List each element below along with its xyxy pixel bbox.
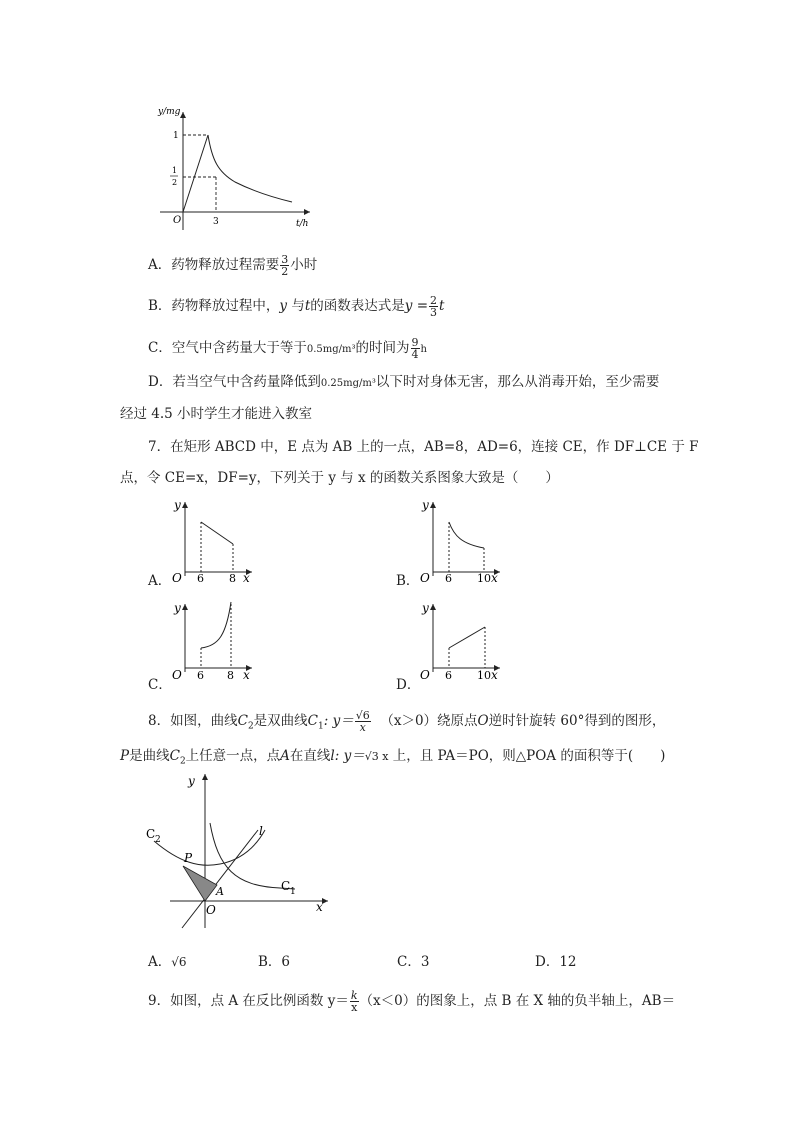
q8-line2: P是曲线$C_2$上任意一点，点A在直线l: y＝√3 x 上，且 PA＝PO，则△POA 的面积等于( ) xyxy=(120,748,666,767)
svg-text:6: 6 xyxy=(197,572,204,585)
svg-text:y: y xyxy=(422,601,429,615)
svg-text:6: 6 xyxy=(197,669,204,682)
q8-option-a: A．√6 xyxy=(148,954,187,970)
svg-text:2: 2 xyxy=(155,835,161,845)
svg-text:O: O xyxy=(420,668,430,682)
q8-line1: 8．如图，曲线$C_2$是双曲线$C_1$: y＝ $\frac{√6}{x}$ （x＞0）绕原点O逆时针旋转 60°得到的图形， xyxy=(148,709,666,734)
q6-option-a: A．药物释放过程需要 $\frac{3}{2}$ 小时 xyxy=(148,253,318,278)
q7-graph-d xyxy=(418,598,508,688)
drug-concentration-graph xyxy=(140,100,320,240)
svg-text:y: y xyxy=(422,498,429,512)
q7-graph-a xyxy=(170,496,260,586)
svg-text:1: 1 xyxy=(290,887,296,897)
svg-text:O: O xyxy=(172,668,182,682)
q7-graph-c-label: C． xyxy=(148,677,172,693)
svg-text:O: O xyxy=(172,571,182,585)
q7-graph-c xyxy=(170,598,260,688)
svg-text:8: 8 xyxy=(229,572,236,585)
q7-line1: 7．在矩形 ABCD 中，E 点为 AB 上的一点，AB=8，AD=6，连接 CE，作 DF⊥CE 于 F xyxy=(148,439,699,455)
svg-text:O: O xyxy=(420,571,430,585)
fig1-origin: O xyxy=(173,215,182,226)
fig1-tick-1: 1 xyxy=(173,131,179,141)
svg-text:A: A xyxy=(216,885,224,898)
svg-text:6: 6 xyxy=(445,669,452,682)
q7-graph-b-label: B． xyxy=(396,573,420,589)
fig1-xlabel: t/h xyxy=(296,219,309,229)
q6-option-d-line1: D．若当空气中含药量降低到0.25mg/m³以下时对身体无害，那么从消毒开始，至少需要 xyxy=(148,374,660,390)
q8-option-d: D．12 xyxy=(535,954,577,970)
svg-text:y: y xyxy=(174,498,181,512)
q7-graph-b xyxy=(418,496,508,586)
q7-line2: 点，令 CE=x，DF=y，下列关于 y 与 x 的函数关系图象大致是（ ） xyxy=(120,470,559,486)
svg-text:10: 10 xyxy=(477,669,491,682)
svg-text:O: O xyxy=(206,903,216,917)
svg-text:P: P xyxy=(184,851,193,865)
svg-text:y: y xyxy=(188,774,195,788)
q6-option-b: B．药物释放过程中，y 与t的函数表达式是y = $\frac{2}{3}$ t xyxy=(148,294,445,319)
svg-text:y: y xyxy=(174,601,181,615)
q8-option-b: B．6 xyxy=(258,954,291,970)
q6-option-d-line2: 经过 4.5 小时学生才能进入教室 xyxy=(120,406,313,422)
q9-line1: 9．如图，点 A 在反比例函数 y＝ $\frac{k}{x}$ （x＜0）的图象上，点 B 在 X 轴的负半轴上，AB＝ xyxy=(148,989,676,1014)
svg-text:x: x xyxy=(316,900,323,914)
svg-text:x: x xyxy=(491,571,498,585)
q8-hyperbola-figure xyxy=(140,768,340,933)
svg-text:C: C xyxy=(146,827,156,841)
svg-text:l: l xyxy=(259,824,263,838)
fig1-tick-3: 3 xyxy=(213,217,219,227)
fig1-ylabel: y/mg xyxy=(158,107,181,117)
q7-graph-d-label: D． xyxy=(396,677,421,693)
svg-text:x: x xyxy=(243,668,250,682)
svg-text:x: x xyxy=(243,571,250,585)
svg-text:C: C xyxy=(281,879,291,893)
fig1-tick-half-num: 1 xyxy=(172,166,178,175)
svg-text:10: 10 xyxy=(477,572,491,585)
q6-option-c: C．空气中含药量大于等于0.5mg/m³的时间为 $\frac{9}{4}$ h xyxy=(148,336,427,361)
svg-text:8: 8 xyxy=(227,669,234,682)
svg-text:x: x xyxy=(491,668,498,682)
svg-text:6: 6 xyxy=(445,572,452,585)
q8-option-c: C．3 xyxy=(397,954,430,970)
fig1-tick-half-den: 2 xyxy=(172,178,178,187)
q7-graph-a-label: A． xyxy=(148,573,172,589)
